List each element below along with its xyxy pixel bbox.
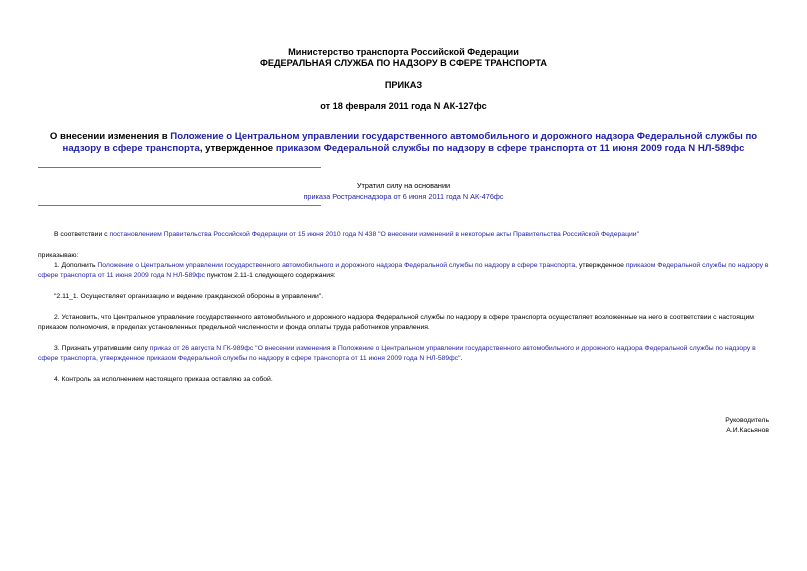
order-word: приказываю: (38, 252, 79, 259)
status-note-link-wrap (38, 192, 769, 202)
signature-role: Руководитель (725, 417, 769, 424)
status-note-line: Утратил силу на основании (356, 181, 451, 190)
paragraph-quote: "2.11_1. Осуществляет организацию и ведение гражданской обороны в управлении". (54, 293, 324, 300)
signature-name: А.И.Касьянов (726, 427, 769, 434)
ministry-name: Министерство транспорта Российской Федерации (288, 47, 519, 57)
p1-text-b: , утвержденное (575, 262, 626, 269)
p3-text: 3. Признать утратившим силу (54, 345, 150, 352)
title-link-regulation[interactable]: Положение о Центральном управлении государственного автомобильного и дорожного надзора Федеральной службы по надзору в сфере транспорта (62, 131, 758, 154)
paragraph-1 (38, 261, 769, 280)
p1-text-a: 1. Дополнить (54, 262, 98, 269)
paragraph-3 (38, 344, 769, 363)
p3-link[interactable]: приказ от 26 августа N ГК-989фс "О внесении изменения в Положение о Центральном управлении государственного автомобильного и дорожного надзора Федеральной службы по надзору в сфере транспорта, утвержденное приказом Федеральной службы по надзору в сфере транспорта от 11 июня 2009 года N НЛ-589фс" (38, 345, 756, 362)
p1-link-regulation[interactable]: Положение о Центральном управлении государственного автомобильного и дорожного надзора Федеральной службы по надзору в сфере транспорта (97, 262, 576, 269)
document-title (38, 131, 769, 155)
divider-top (38, 167, 321, 168)
service-name: ФЕДЕРАЛЬНАЯ СЛУЖБА ПО НАДЗОРУ В СФЕРЕ ТРАНСПОРТА (260, 58, 547, 68)
title-text-1: О внесении изменения в (49, 131, 171, 142)
status-note-link[interactable]: приказа Ространснадзора от 6 июня 2011 года N АК-476фс (303, 192, 504, 201)
document-date-number: от 18 февраля 2011 года N АК-127фс (320, 101, 487, 111)
paragraph-basis (38, 230, 769, 240)
basis-link[interactable]: постановлением Правительства Российской Федерации от 15 июня 2010 года N 438 "О внесении изменений в некоторые акты Правительства Российской Федерации" (109, 231, 639, 238)
paragraph-4: 4. Контроль за исполнением настоящего приказа оставляю за собой. (54, 376, 273, 383)
p1-link-order[interactable]: приказом Федеральной службы по надзору в сфере транспорта от 11 июня 2009 года N НЛ-589фс (38, 262, 769, 279)
basis-text: В соответствии с (54, 231, 110, 238)
divider-bottom (38, 205, 321, 206)
title-text-2: , утвержденное (199, 143, 276, 154)
document-type: ПРИКАЗ (384, 80, 423, 90)
p1-text-c: пунктом 2.11-1 следующего содержания: (205, 271, 336, 279)
title-link-order[interactable]: приказом Федеральной службы по надзору в сфере транспорта от 11 июня 2009 года N НЛ-589фс (275, 143, 745, 154)
paragraph-2: 2. Установить, что Центральное управление государственного автомобильного и дорожного надзора Федеральной службы по надзору в сфере транспорта осуществляет возложенные на него в соответствии с настоящим приказом полномочия, в пределах установленных предельной численности и фонда оплаты труда работников управления. (38, 314, 754, 331)
p3-end: . (460, 354, 463, 362)
